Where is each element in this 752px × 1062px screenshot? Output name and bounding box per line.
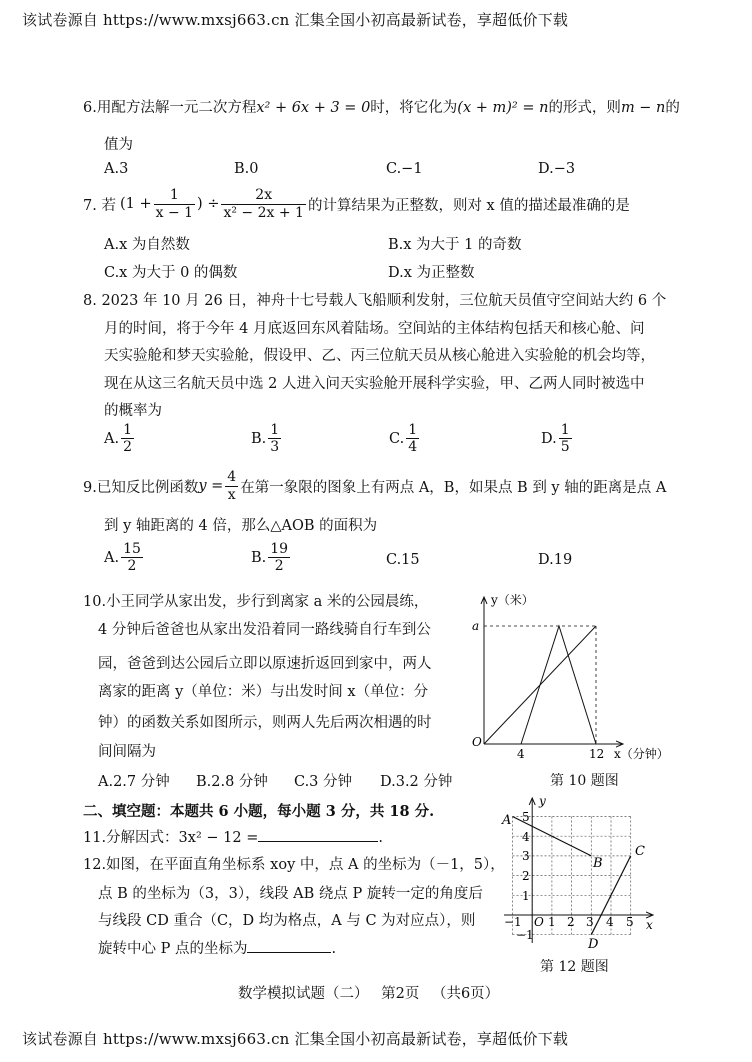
q10-option-a: A.2.7 分钟 [98,774,170,790]
q6-tail: 的 [665,100,680,116]
q10-line4: 离家的距离 y（单位：米）与出发时间 x（单位：分 [98,684,429,700]
q6-equation: x² + 6x + 3 = 0 [256,100,371,116]
q7-pre: 7. 若 [83,197,116,214]
q9-pre: 9.已知反比例函数 [83,479,199,496]
q9-option-a-num: 15 [123,541,141,557]
q6-expr: m − n [620,100,666,116]
q8-line5: 的概率为 [104,403,162,419]
q12-x-label: x [646,918,653,932]
q12-figure [502,793,662,953]
q6-option-b: B.0 [234,161,259,177]
q8-option-b-num: 1 [270,422,280,438]
q9-option-b-den: 2 [274,558,284,575]
q12-xtick-2: 2 [567,915,575,929]
q7-frac1-den: x − 1 [155,204,194,221]
q9-line2: 到 y 轴距离的 4 倍，那么△AOB 的面积为 [104,518,378,534]
q10-a-label: a [472,619,480,633]
q9-frac-den: x [227,486,236,503]
q8-option-c-label: C. [389,430,405,447]
q12-line2: 点 B 的坐标为（3，3），线段 AB 绕点 P 旋转一定的角度后 [98,886,483,902]
q9-frac [225,469,238,502]
q9-option-b-label: B. [251,549,267,566]
q6-mid: 时，将它化为 [370,100,458,116]
q8-option-d-label: D. [541,430,557,447]
q10-xlabel: x（分钟） [614,747,669,761]
q9-frac-num: 4 [227,469,237,486]
q6-pre: 6.用配方法解一元二次方程 [83,100,257,116]
q6-form: (x + m)² = n [457,100,549,116]
q7-frac2-den: x² − 2x + 1 [223,204,304,221]
q7-post: 的计算结果为正整数，则对 x 值的描述最准确的是 [307,197,630,214]
q10-ylabel: y（米） [491,593,534,607]
q12-line1: 12.如图，在平面直角坐标系 xoy 中，点 A 的坐标为（－1，5）， [83,857,505,873]
q8-option-b-label: B. [251,430,267,447]
q10-line6: 间间隔为 [98,744,156,760]
q9-post: 在第一象限的图象上有两点 A，B，如果点 B 到 y 轴的距离是点 A [240,479,667,496]
q9-option-a-frac [121,541,143,574]
q12-ytick-2: 2 [522,869,530,883]
q12-y-label: y [539,794,546,808]
q8-line2: 月的时间，将于今年 4 月底返回东风着陆场。空间站的主体结构包括天和核心舱、问 [104,321,645,337]
q12-ytick-1: 1 [522,889,530,903]
q10-option-d: D.3.2 分钟 [380,774,453,790]
q7-option-d: D.x 为正整数 [388,265,475,281]
q9-option-b-frac [268,541,290,574]
q12-point-b: B [593,856,603,871]
q9-option-a [104,541,145,574]
q12-ytick-5: 5 [522,810,530,824]
q7-frac1-num: 1 [154,187,195,204]
q12-xtick-3: 3 [586,915,594,929]
section2-title: 二、填空题：本题共 6 小题，每小题 3 分，共 18 分. [83,803,435,820]
q9-option-b-num: 19 [270,541,289,557]
q12-caption: 第 12 题图 [540,959,609,975]
q9-option-a-den: 2 [127,558,137,575]
q10-option-c: C.3 分钟 [294,774,353,790]
q7-frac2-num: 2x [221,187,305,204]
q12-point-d: D [588,937,599,952]
q7-option-b: B.x 为大于 1 的奇数 [388,237,522,253]
q10-tick-12: 12 [589,747,605,761]
q6-line2: 值为 [104,137,133,153]
q12-line3: 与线段 CD 重合（C，D 均为格点，A 与 C 为对应点），则 [98,913,476,929]
q7-frac2 [221,187,305,220]
q8-option-c-num: 1 [408,422,418,438]
q8-line3: 天实验舱和梦天实验舱，假设甲、乙、丙三位航天员从核心舱进入实验舱的机会均等， [104,348,655,364]
q10-figure [462,586,669,766]
q6-option-a: A.3 [104,161,129,177]
header-banner: 该试卷源自 https://www.mxsj663.cn 汇集全国小初高最新试卷，享超低价下载 [22,11,569,29]
q12-line4-text: 旋转中心 P 点的坐标为 [98,941,248,957]
q8-option-d [541,422,574,455]
q7-frac1 [154,187,195,220]
q9-option-a-label: A. [104,549,120,566]
q12-answer-blank[interactable] [247,938,331,953]
q8-option-a-num: 1 [123,422,133,438]
q9-option-b [251,541,292,574]
q8-option-a [104,422,136,455]
q10-line2: 4 分钟后爸爸也从家出发沿着同一路线骑自行车到公 [98,622,431,638]
q8-option-c-den: 4 [408,439,418,456]
q7-option-a: A.x 为自然数 [104,237,190,253]
q12-ytick-neg1: −1 [516,928,534,942]
q8-option-a-den: 2 [123,439,133,456]
q11-line [83,826,383,847]
q10-tick-4: 4 [517,747,525,761]
q9-option-c: C.15 [386,552,420,568]
q11-pre: 11.分解因式：3x² − 12 = [83,830,259,846]
q6-option-c: C.−1 [386,161,423,177]
q6-post: 的形式，则 [548,100,621,116]
q10-origin: O [472,735,482,749]
q10-line5: 钟）的函数关系如图所示，则两人先后两次相遇的时 [98,715,432,731]
q8-line1: 8. 2023 年 10 月 26 日，神舟十七号载人飞船顺利发射，三位航天员值守空间站大约 6 个 [83,293,667,309]
q12-line4 [98,937,336,958]
q7-line1 [83,184,630,224]
q8-line4: 现在从这三名航天员中选 2 人进入问天实验舱开展科学实验，甲、乙两人同时被选中 [104,376,645,392]
q8-option-b [251,422,283,455]
q8-option-d-frac [559,422,572,455]
q10-option-b: B.2.8 分钟 [196,774,268,790]
q6-option-d: D.−3 [538,161,576,177]
q6-line1 [83,96,680,117]
q11-answer-blank[interactable] [258,827,378,842]
q11-end: . [378,830,383,846]
q12-x-ticks [504,915,634,929]
q8-option-a-frac [121,422,134,455]
q7-option-c: C.x 为大于 0 的偶数 [104,265,238,281]
q9-line1 [83,466,666,506]
q10-line1: 10.小王同学从家出发，步行到离家 a 米的公园晨练， [83,594,429,610]
q8-option-b-frac [268,422,281,455]
q8-option-c [389,422,421,455]
q12-xtick-neg1: −1 [504,915,522,929]
q12-xtick-5: 5 [626,915,634,929]
q12-point-c: C [635,844,645,859]
q7-rp: ) ÷ [197,196,220,212]
page-footer: 数学模拟试题（二） 第2页 （共6页） [238,986,500,1002]
q7-lp: (1 + [119,196,152,212]
q12-end: . [331,941,337,957]
q12-point-a: A [502,813,512,828]
q10-dad-line [521,626,596,744]
footer-banner: 该试卷源自 https://www.mxsj663.cn 汇集全国小初高最新试卷，享超低价下载 [22,1030,569,1048]
q10-line3: 园，爸爸到达公园后立即以原速折返回到家中，两人 [98,656,432,672]
q9-y: y = [198,478,224,494]
q12-ytick-4: 4 [522,830,530,844]
q12-origin: O [534,915,544,929]
q10-caption: 第 10 题图 [550,773,619,789]
q8-option-a-label: A. [104,430,120,447]
q12-xtick-1: 1 [548,915,556,929]
q8-option-d-num: 1 [560,422,570,438]
q8-option-b-den: 3 [270,439,280,456]
q12-ytick-3: 3 [522,849,530,863]
q9-option-d: D.19 [538,552,573,568]
q8-option-d-den: 5 [560,439,570,456]
q8-option-c-frac [406,422,419,455]
q12-xtick-4: 4 [606,915,614,929]
